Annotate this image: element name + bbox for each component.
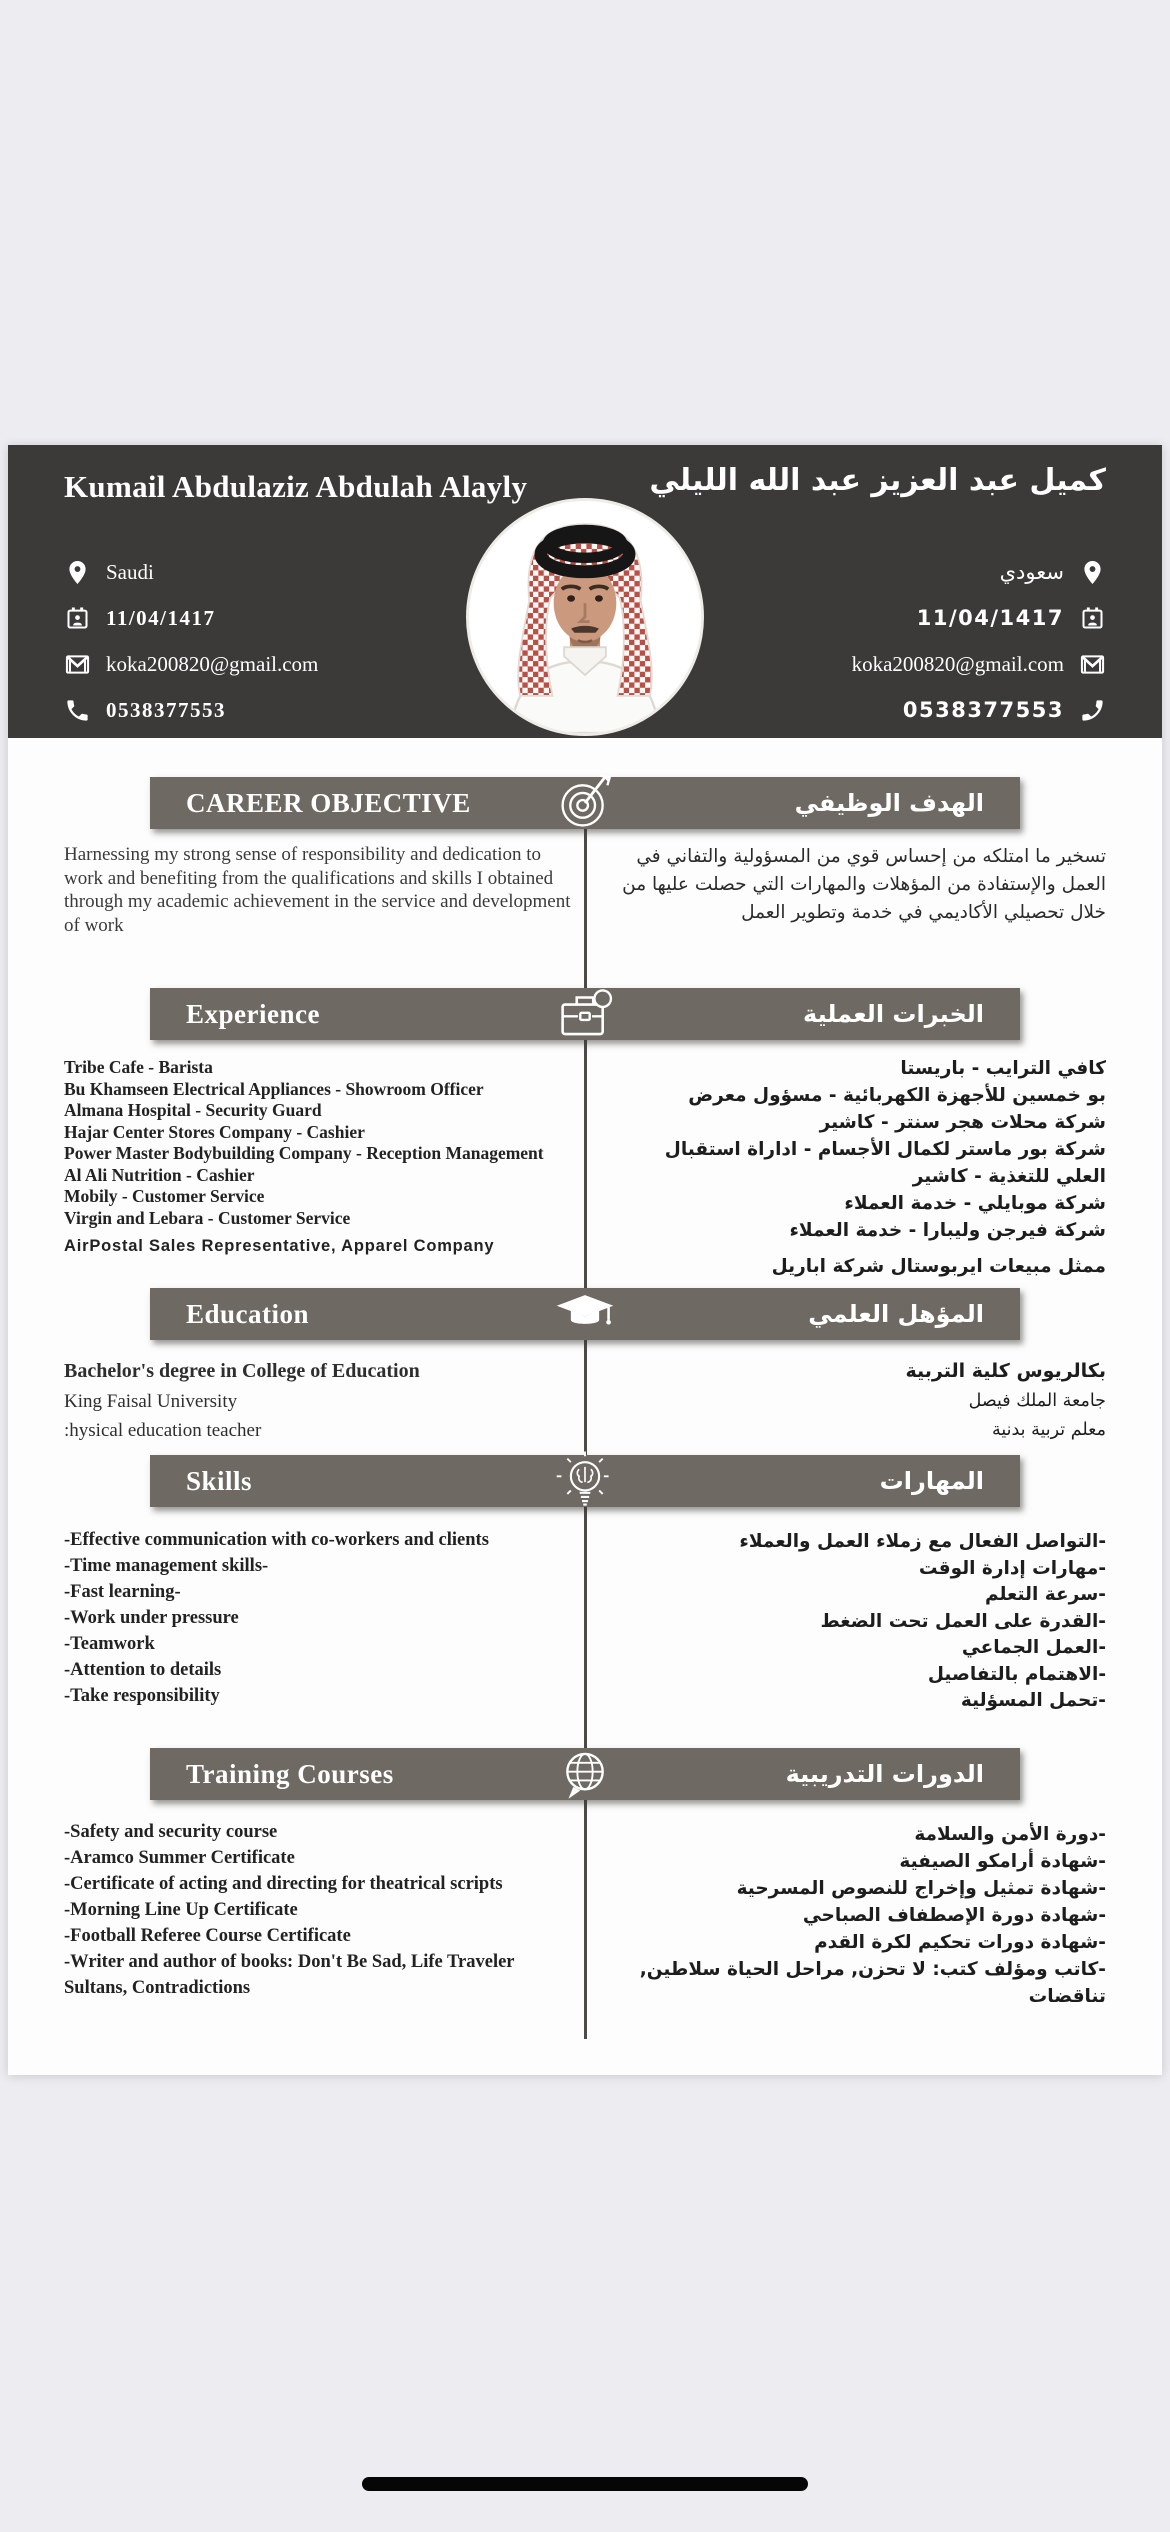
section-banner-experience	[150, 988, 1020, 1040]
location-value-ar: سعودي	[999, 560, 1064, 584]
skill-item: -Work under pressure	[64, 1608, 239, 1628]
home-indicator[interactable]	[362, 2477, 808, 2491]
skill-item: -العمل الجماعي	[961, 1637, 1106, 1658]
education-block-ar	[594, 1357, 1106, 1446]
experience-item: Power Master Bodybuilding Company - Reception Management	[64, 1143, 544, 1163]
contact-row-birthdate	[64, 601, 318, 635]
training-item: -Certificate of acting and directing for theatrical scripts	[64, 1874, 503, 1894]
phone-value: 0538377553	[106, 697, 226, 722]
calendar-icon	[64, 605, 91, 632]
section-banner-training-courses	[150, 1748, 1020, 1800]
experience-item: شركة موبايلي - خدمة العملاء	[844, 1193, 1106, 1214]
target-icon	[552, 770, 618, 836]
resume-page	[8, 445, 1162, 2075]
experience-item: Mobily - Customer Service	[64, 1186, 265, 1206]
training-item: -Writer and author of books: Don't Be Sad, Life Traveler Sultans, Contradictions	[64, 1952, 515, 1998]
education-role: :hysical education teacher	[64, 1420, 262, 1441]
contact-row-birthdate-ar	[917, 601, 1106, 635]
training-item: -دورة الأمن والسلامة	[914, 1824, 1106, 1845]
email-icon	[1079, 651, 1106, 678]
name-arabic: كميل عبد العزيز عبد الله الليلي	[649, 463, 1106, 498]
globe-chat-icon	[552, 1741, 618, 1807]
birthdate-value-ar: 11/04/1417	[916, 606, 1064, 630]
section-banner-education	[150, 1288, 1020, 1340]
contact-block-arabic	[852, 555, 1106, 727]
phone-value-ar: 0538377553	[902, 698, 1064, 722]
experience-item: العلي للتغذية - كاشير	[912, 1166, 1106, 1187]
experience-item: Virgin and Lebara - Customer Service	[64, 1207, 351, 1228]
skills-list-ar	[594, 1529, 1106, 1715]
profile-photo	[469, 501, 701, 733]
section-title-en: CAREER OBJECTIVE	[186, 787, 471, 818]
education-degree-ar: بكالريوس كلية التربية	[905, 1360, 1106, 1382]
section-title-ar: الهدف الوظيفي	[794, 789, 984, 817]
education-degree: Bachelor's degree in College of Education	[64, 1360, 420, 1382]
skill-item: -سرعة التعلم	[984, 1584, 1106, 1605]
experience-item: بو خمسين للأجهزة الكهربائية - مسؤول معرض	[688, 1085, 1106, 1106]
training-item: -Safety and security course	[64, 1822, 278, 1842]
skill-item: -القدرة على العمل تحت الضغط	[820, 1610, 1106, 1632]
skill-item: -التواصل الفعال مع زملاء العمل والعملاء	[739, 1531, 1106, 1552]
education-university-ar: جامعة الملك فيصل	[968, 1390, 1106, 1411]
experience-item: Tribe Cafe - Barista	[64, 1057, 213, 1077]
birthdate-value: 11/04/1417	[106, 605, 216, 630]
name-english: Kumail Abdulaziz Abdulah Alayly	[64, 469, 528, 504]
section-title-en: Training Courses	[186, 1758, 394, 1789]
experience-item: Al Ali Nutrition - Cashier	[64, 1164, 255, 1185]
experience-item: ممثل مبيعات ايربوستال شركة اباريل	[771, 1256, 1106, 1277]
education-university: King Faisal University	[64, 1390, 238, 1412]
education-role-ar: معلم تربية بدنية	[991, 1420, 1106, 1440]
contact-block-english	[64, 555, 318, 727]
training-item: -شهادة أرامكو الصيفية	[899, 1851, 1106, 1872]
training-item: -شهادة تمثيل وإخراج للنصوص المسرحية	[736, 1878, 1106, 1899]
briefcase-icon	[552, 981, 618, 1047]
section-title-ar: المهارات	[879, 1467, 984, 1495]
experience-item: شركة بور ماستر لكمال الأجسام - اداراة استقبال	[664, 1139, 1106, 1160]
training-item: -Football Referee Course Certificate	[64, 1926, 351, 1946]
location-pin-icon	[1079, 559, 1106, 586]
career-objective-text-ar: تسخير ما امتلكه من إحساس قوي من المسؤولية والتفاني في العمل والإستفادة من المؤهلات والمهارات التي حصلت عليها من خلال تحصيلي الأكاديمي في خدمة وتطوير العمل	[622, 846, 1106, 923]
resume-header	[8, 445, 1162, 738]
experience-item: شركة محلات هجر سنتر - كاشير	[819, 1112, 1106, 1133]
skill-item: -Time management skills-	[64, 1556, 269, 1576]
skill-item: -Take responsibility	[64, 1686, 220, 1706]
email-value: koka200820@gmail.com	[106, 651, 319, 676]
email-value-ar: koka200820@gmail.com	[851, 651, 1064, 676]
contact-row-email	[64, 647, 318, 681]
section-title-en: Education	[186, 1298, 310, 1329]
career-objective-text-en: Harnessing my strong sense of responsibility and dedication to work and benefiting from the qualifications and skills I obtained through my academic achievement in the service and development of work	[64, 844, 571, 936]
section-title-ar: الخبرات العملية	[803, 1000, 984, 1028]
section-title-ar: المؤهل العلمي	[808, 1300, 984, 1328]
training-list-en	[64, 1819, 579, 2001]
contact-row-email-ar	[852, 647, 1106, 681]
experience-item: كافي الترايب - باريستا	[900, 1058, 1106, 1079]
training-list-ar	[594, 1821, 1106, 2010]
education-block-en	[64, 1357, 579, 1446]
experience-item: Almana Hospital - Security Guard	[64, 1100, 322, 1120]
bulb-brain-icon	[552, 1448, 618, 1514]
training-item: -Morning Line Up Certificate	[64, 1900, 298, 1920]
graduation-cap-icon	[552, 1281, 618, 1347]
email-icon	[64, 651, 91, 678]
contact-row-phone-ar	[903, 693, 1106, 727]
experience-item: AirPostal Sales Representative, Apparel Company	[64, 1237, 495, 1255]
calendar-icon	[1079, 605, 1106, 632]
contact-row-location	[64, 555, 318, 589]
location-pin-icon	[64, 559, 91, 586]
training-item: -كاتب ومؤلف كتب: لا تحزن, مراحل الحياة سلاطين, تناقضات	[639, 1959, 1106, 2007]
experience-list-en	[64, 1057, 579, 1258]
section-banner-skills	[150, 1455, 1020, 1507]
training-item: -شهادة دورة الإصطفاف الصباحي	[802, 1905, 1106, 1926]
skill-item: -مهارات إدارة الوقت	[918, 1557, 1106, 1579]
skill-item: -تحمل المسؤلية	[960, 1690, 1106, 1711]
experience-item: Bu Khamseen Electrical Appliances - Showroom Officer	[64, 1078, 484, 1099]
phone-icon	[1079, 697, 1106, 724]
location-value: Saudi	[106, 559, 154, 584]
section-banner-career-objective	[150, 777, 1020, 829]
skills-list-en	[64, 1527, 579, 1709]
skill-item: -Attention to details	[64, 1660, 222, 1680]
experience-item: Hajar Center Stores Company - Cashier	[64, 1121, 365, 1142]
section-title-en: Experience	[186, 998, 320, 1029]
experience-item: شركة فيرجن وليبارا - خدمة العملاء	[789, 1220, 1106, 1241]
experience-list-ar	[594, 1055, 1106, 1280]
contact-row-phone	[64, 693, 318, 727]
section-title-ar: الدورات التدريبية	[785, 1760, 984, 1788]
section-title-en: Skills	[186, 1465, 253, 1496]
skill-item: -Fast learning-	[64, 1582, 181, 1602]
skill-item: -الاهتمام بالتفاصيل	[927, 1663, 1106, 1685]
phone-icon	[64, 697, 91, 724]
contact-row-location-ar	[1000, 555, 1106, 589]
skill-item: -Teamwork	[64, 1634, 155, 1654]
training-item: -Aramco Summer Certificate	[64, 1848, 295, 1868]
skill-item: -Effective communication with co-workers and clients	[64, 1530, 489, 1550]
training-item: -شهادة دورات تحكيم لكرة القدم	[814, 1932, 1106, 1953]
